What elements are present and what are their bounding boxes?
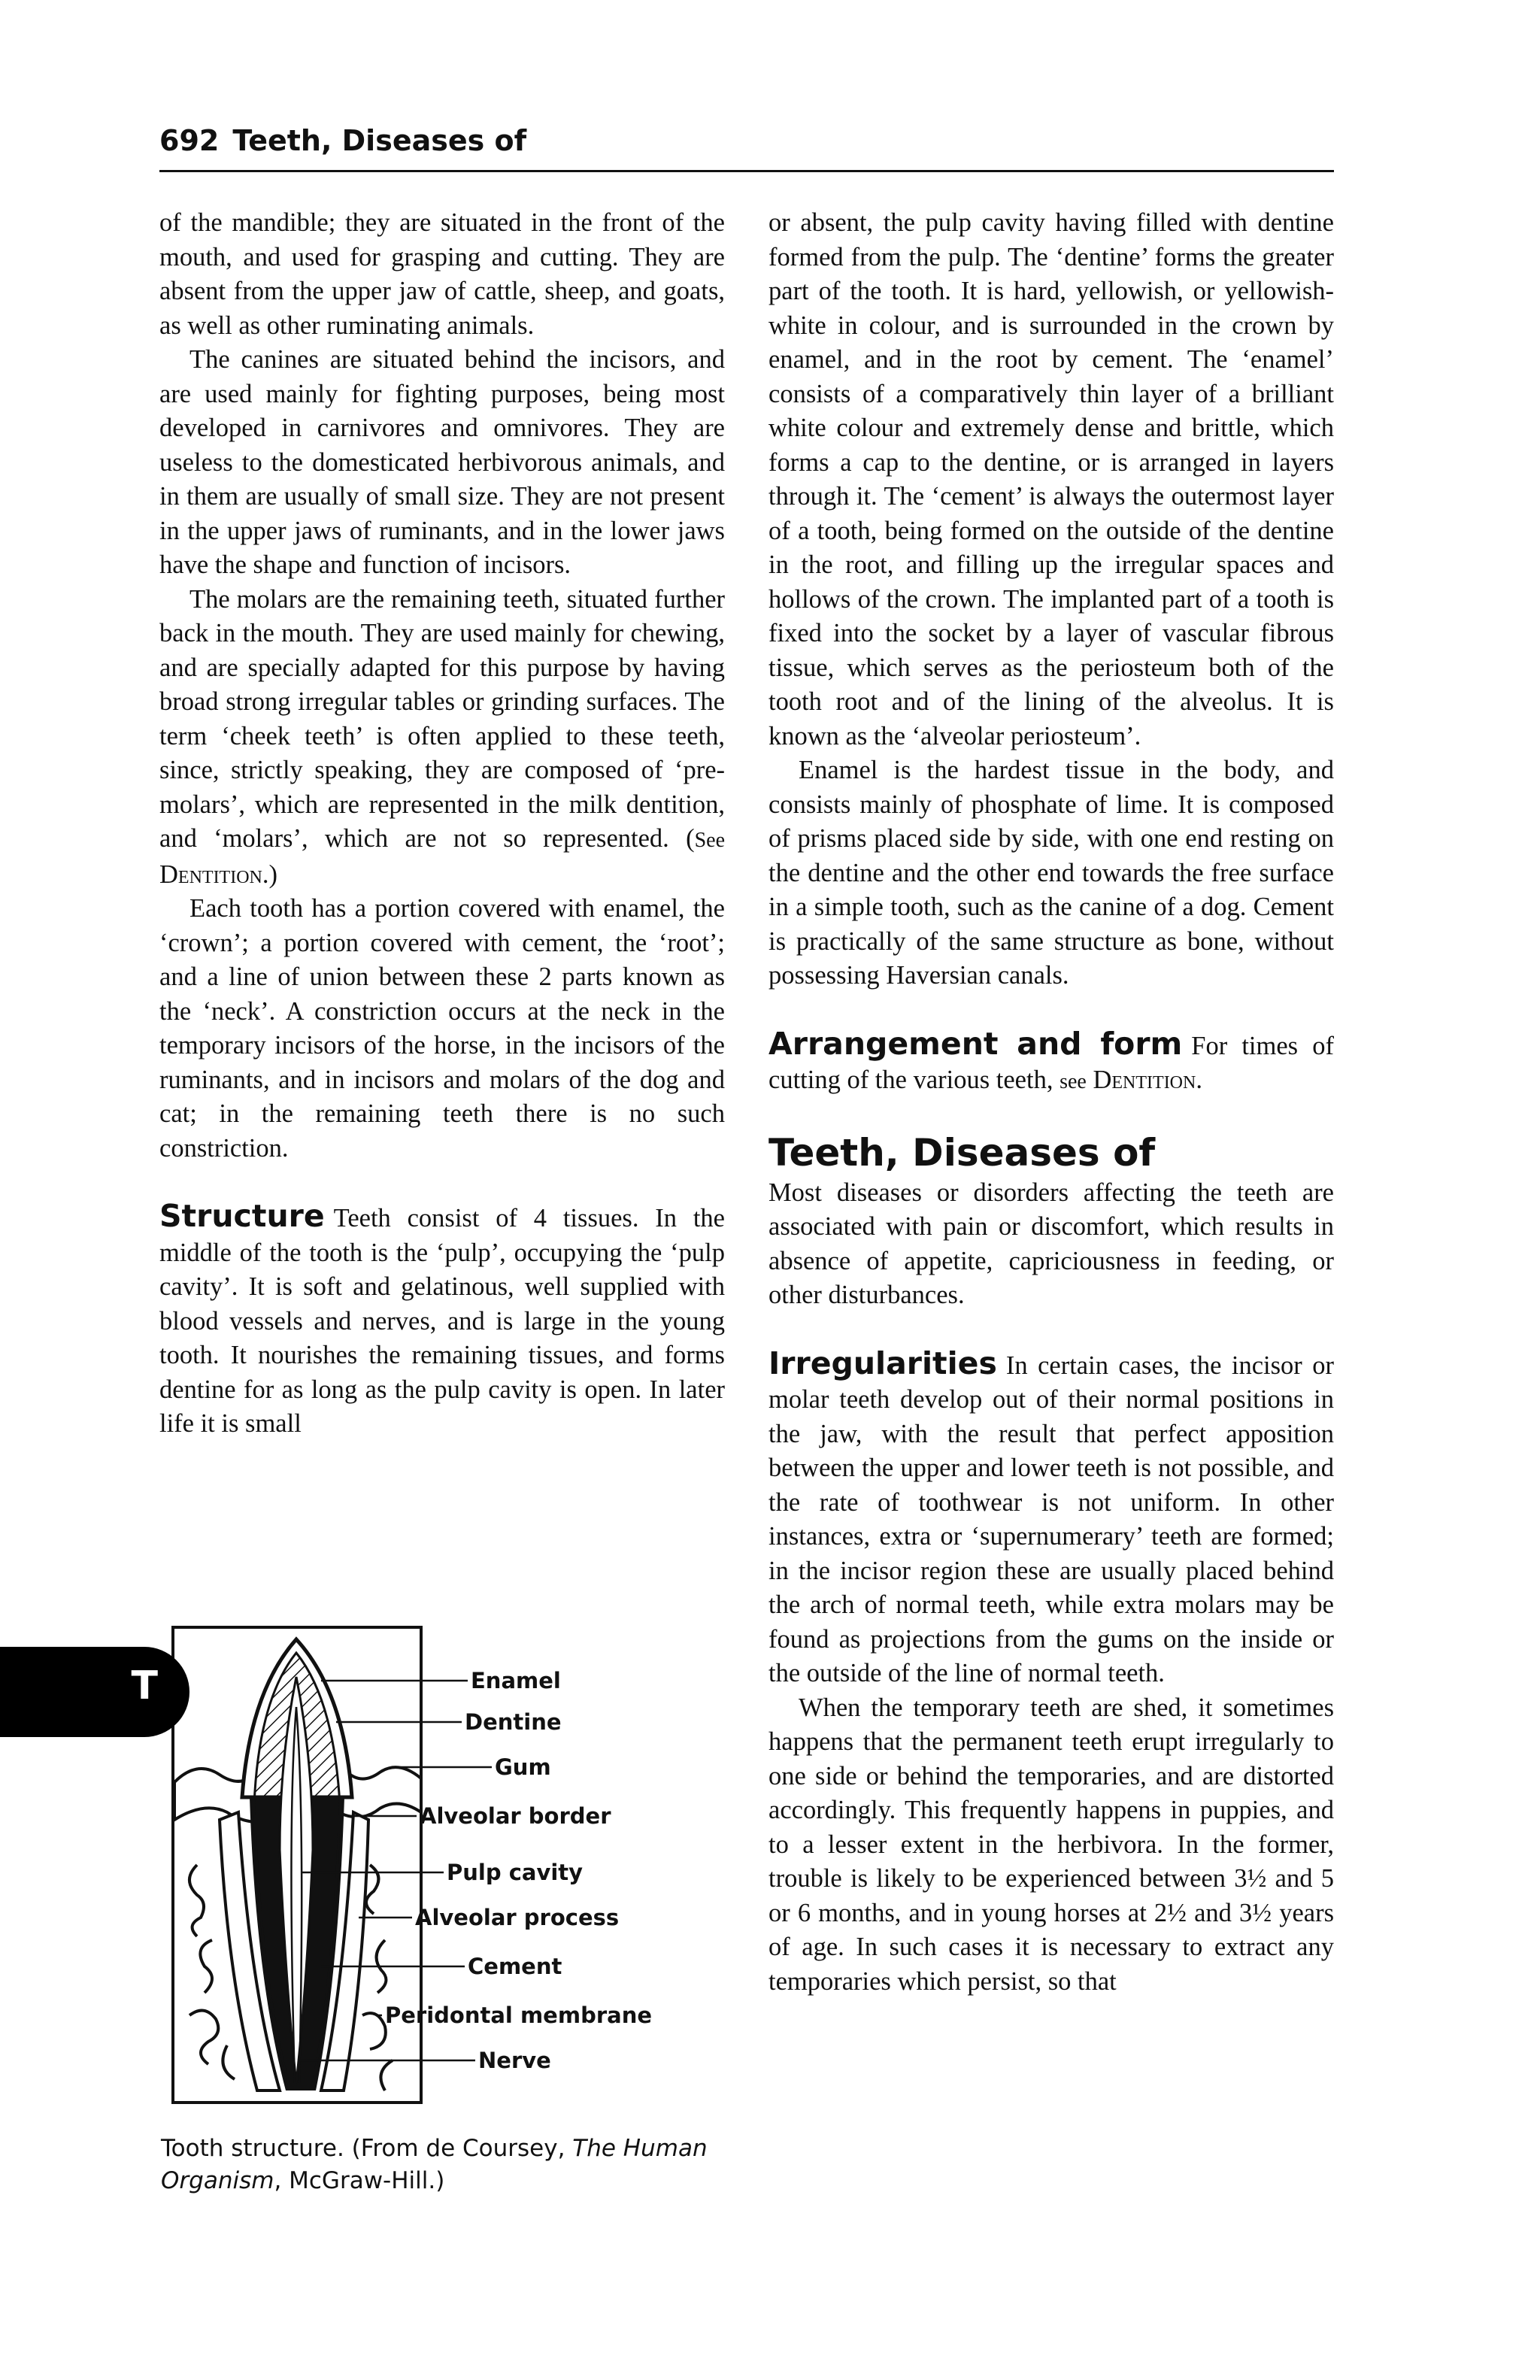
header-rule (159, 170, 1334, 172)
paragraph: The canines are situated behind the incisors, and are used mainly for fighting purposes, being most developed in carnivores and omnivores. They are useless to the domesticated herbivorous animals, and in them are usually of small size. They are not present in the upper jaws of ruminants, and in the lower jaws have the shape and function of incisors. (159, 345, 725, 579)
label-dentine: Dentine (465, 1709, 562, 1735)
thumb-tab-letter: T (131, 1663, 158, 1708)
entry-heading: Teeth, Diseases of (768, 1130, 1156, 1175)
paragraph (159, 583, 725, 893)
tooth-structure-figure (167, 1624, 726, 2106)
spacer (768, 1313, 1334, 1347)
paragraph: When the temporary teeth are shed, it sometimes happens that the permanent teeth erupt irregularly to one side or behind the temporaries, and are distorted accordingly. This frequently happens in puppies, and to a lesser extent in the herbivora. In the former, trouble is likely to be experienced between 3½ and 5 or 6 months, and in young horses at 2½ and 3½ years of age. In such cases it is necessary to extract any temporaries which persist, so that (768, 1693, 1334, 1996)
page-number: 692 (159, 124, 220, 157)
label-alveolar-process: Alveolar process (415, 1905, 620, 1930)
section-heading: Arrangement and form (768, 1025, 1183, 1062)
right-column (768, 206, 1334, 1999)
paragraph-text: For times of cutting of the various teeth, (768, 1031, 1334, 1094)
section-thumb-tab (0, 1647, 189, 1737)
paragraph: of the mandible; they are situated in the front of the mouth, and used for grasping and cutting. They are absent from the upper jaw of cattle, sheep, and goats, as well as other ruminating animals. (159, 208, 725, 340)
paragraph: Each tooth has a portion covered with enamel, the ‘crown’; a portion covered with cement, the ‘root’; and a line of union between these 2 parts known as the ‘neck’. A constriction occurs at the neck in the temporary incisors of the horse, in the incisors of the ruminants, and in incisors and molars of the dog and cat; in the remaining teeth there is no such constriction. (159, 894, 725, 1163)
see-reference: see (1060, 1070, 1087, 1093)
spacer (159, 1166, 725, 1199)
paragraph: Enamel is the hardest tissue in the body, and consists mainly of phosphate of lime. It is composed of prisms placed side by side, with one end resting on the dentine and the other end towards the free surface in a simple tooth, such as the canine of a dog. Cement is practically of the same structure as bone, without possessing Haversian canals. (768, 756, 1334, 990)
running-title: Teeth, Diseases of (232, 124, 527, 157)
label-alveolar-border: Alveolar border (420, 1803, 611, 1829)
section-heading: Structure (159, 1198, 325, 1234)
running-header (159, 124, 526, 157)
spacer (768, 993, 1334, 1027)
label-pulp-cavity: Pulp cavity (447, 1860, 584, 1885)
caption-text: Tooth structure. (From de Coursey, (161, 2135, 573, 2162)
section-heading: Irregularities (768, 1345, 997, 1381)
caption-text: , McGraw-Hill.) (274, 2167, 445, 2194)
left-column (159, 206, 725, 1442)
cross-reference: Dentition (159, 860, 262, 889)
paragraph: Most diseases or disorders affecting the teeth are associated with pain or discomfort, which results in absence of appetite, capriciousness in feeding, or other disturbances. (768, 1178, 1334, 1309)
paragraph-text: In certain cases, the incisor or molar teeth develop out of their normal positions in the jaw, with the result that perfect apposition between the upper and lower teeth is not possible, and the rate of toothwear is not uniform. In other instances, extra or ‘supernumerary’ teeth are formed; in the incisor region these are usually placed behind the arch of normal teeth, while extra molars may be found as projections from the gums on the inside or the outside of the line of normal teeth. (768, 1351, 1334, 1687)
label-gum: Gum (495, 1754, 551, 1780)
paragraph: or absent, the pulp cavity having filled with dentine formed from the pulp. The ‘dentine’ forms the greater part of the tooth. It is hard, yellowish, or yellowish-white in colour, and is surrounded in the crown by enamel, and in the root by cement. The ‘enamel’ consists of a comparatively thin layer of a brilliant white colour and extremely dense and brittle, which forms a cap to the dentine, or is arranged in layers through it. The ‘cement’ is always the outermost layer of a tooth, being formed on the outside of the dentine in the root, and filling up the irregular spaces and hollows of the crown. The implanted part of a tooth is fixed into the socket by a layer of vascular fibrous tissue, which serves as the periosteum both of the tooth root and of the lining of the alveolus. It is known as the ‘alveolar periosteum’. (768, 208, 1334, 750)
arrangement-section (768, 1027, 1334, 1099)
paragraph-text: The molars are the remaining teeth, situated further back in the mouth. They are used mainly for chewing, and are specially adapted for this purpose by having broad strong irregular tables or grinding surfaces. The term ‘cheek teeth’ is often applied to these teeth, since, strictly speaking, they are composed of ‘pre-molars’, which are represented in the milk dentition, and ‘molars’, which are not so represented. ( (159, 584, 725, 853)
structure-section (159, 1199, 725, 1442)
irregularities-section (768, 1347, 1334, 1691)
cross-reference: Dentition (1093, 1066, 1196, 1094)
label-enamel: Enamel (471, 1668, 561, 1693)
caption-book-title: The Human Organism (161, 2135, 708, 2194)
paragraph-text: . (1196, 1066, 1202, 1094)
paragraph-text: .) (262, 860, 278, 889)
paragraph-text: Teeth consist of 4 tissues. In the middle of the tooth is the ‘pulp’, occupying the ‘pulp cavity’. It is soft and gelatinous, well supplied with blood vessels and nerves, and is large in the young tooth. It nourishes the remaining tissues, and forms dentine for as long as the pulp cavity is open. In later life it is small (159, 1204, 725, 1438)
label-cement: Cement (468, 1954, 562, 1979)
label-nerve: Nerve (478, 2048, 551, 2073)
figure-caption (161, 2133, 732, 2197)
label-peridontal-membrane: Peridontal membrane (385, 2003, 653, 2028)
see-reference: See (694, 829, 725, 852)
